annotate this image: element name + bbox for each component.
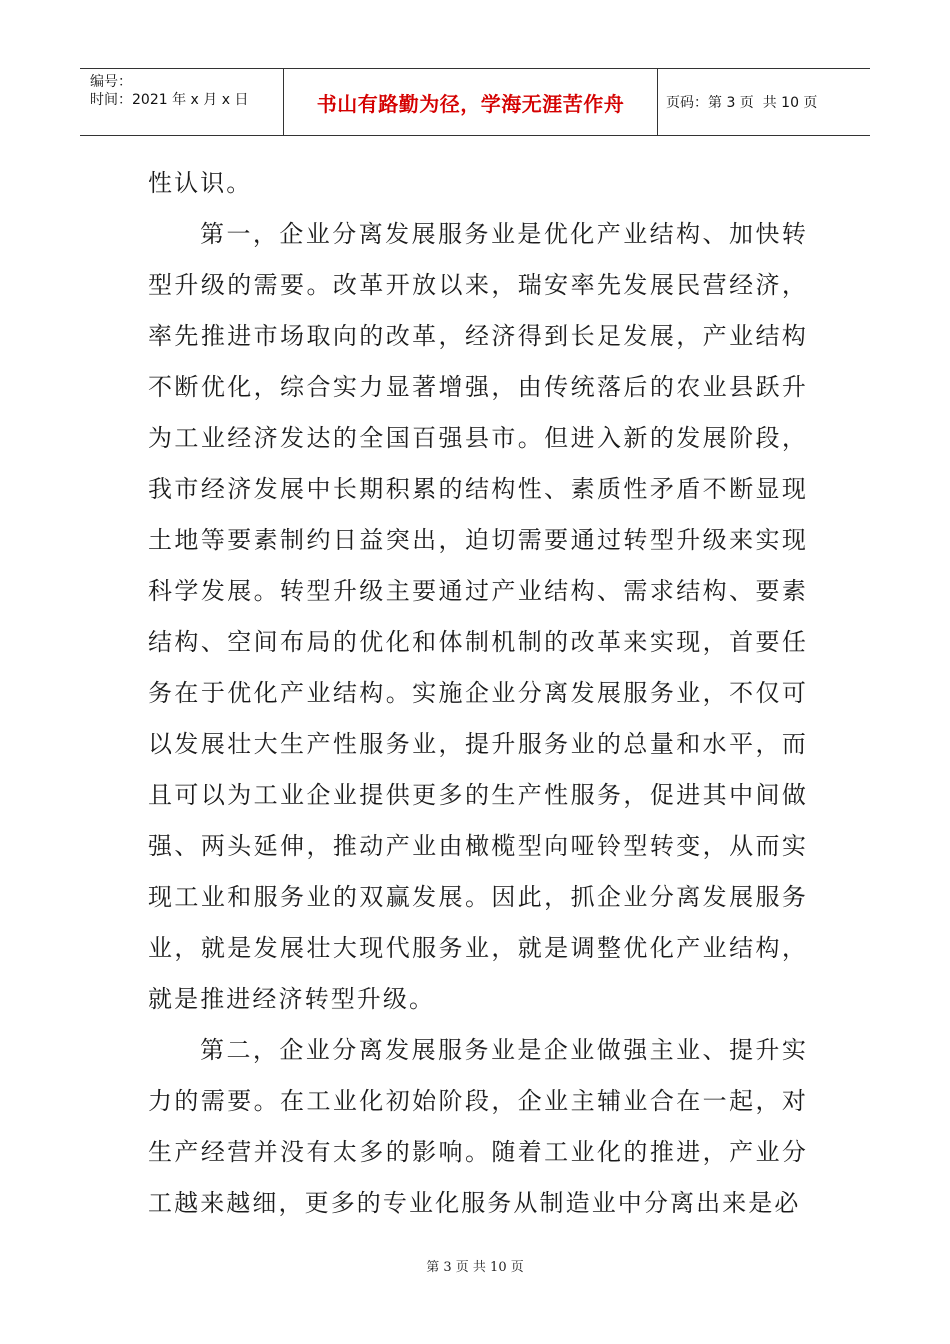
page-footer: 第 3 页 共 10 页 <box>426 1260 524 1275</box>
header-page-info: 页码：第 3 页 共 10 页 <box>666 95 818 111</box>
page-header <box>80 68 870 136</box>
paragraph-second-point: 第二，企业分离发展服务业是企业做强主业、提升实力的需要。在工业化初始阶段，企业主辅业合在一起，对生产经营并没有太多的影响。随着工业化的推进，产业分工越来越细，更多的专业化服务从制造业中分离出来是必 <box>148 1036 808 1217</box>
document-date: 时间：2021 年 x 月 x 日 <box>90 92 249 108</box>
paragraph-continuation: 性认识。 <box>148 169 253 197</box>
header-meta <box>80 69 283 135</box>
document-number-label: 编号： <box>90 74 132 90</box>
header-motto: 书山有路勤为径，学海无涯苦作舟 <box>283 69 658 135</box>
paragraph-first-point: 第一，企业分离发展服务业是优化产业结构、加快转型升级的需要。改革开放以来，瑞安率先发展民营经济，率先推进市场取向的改革，经济得到长足发展，产业结构不断优化，综合实力显著增强，由传统落后的农业县跃升为工业经济发达的全国百强县市。但进入新的发展阶段，我市经济发展中长期积累的结构性、素质性矛盾不断显现土地等要素制约日益突出，迫切需要通过转型升级来实现科学发展。转型升级主要通过产业结构、需求结构、要素结构、空间布局的优化和体制机制的改革来实现，首要任务在于优化产业结构。实施企业分离发展服务业，不仅可以发展壮大生产性服务业，提升服务业的总量和水平，而且可以为工业企业提供更多的生产性服务，促进其中间做强、两头延伸，推动产业由橄榄型向哑铃型转变，从而实现工业和服务业的双赢发展。因此，抓企业分离发展服务业，就是发展壮大现代服务业，就是调整优化产业结构，就是推进经济转型升级。 <box>148 220 808 1013</box>
document-body <box>148 158 808 1229</box>
